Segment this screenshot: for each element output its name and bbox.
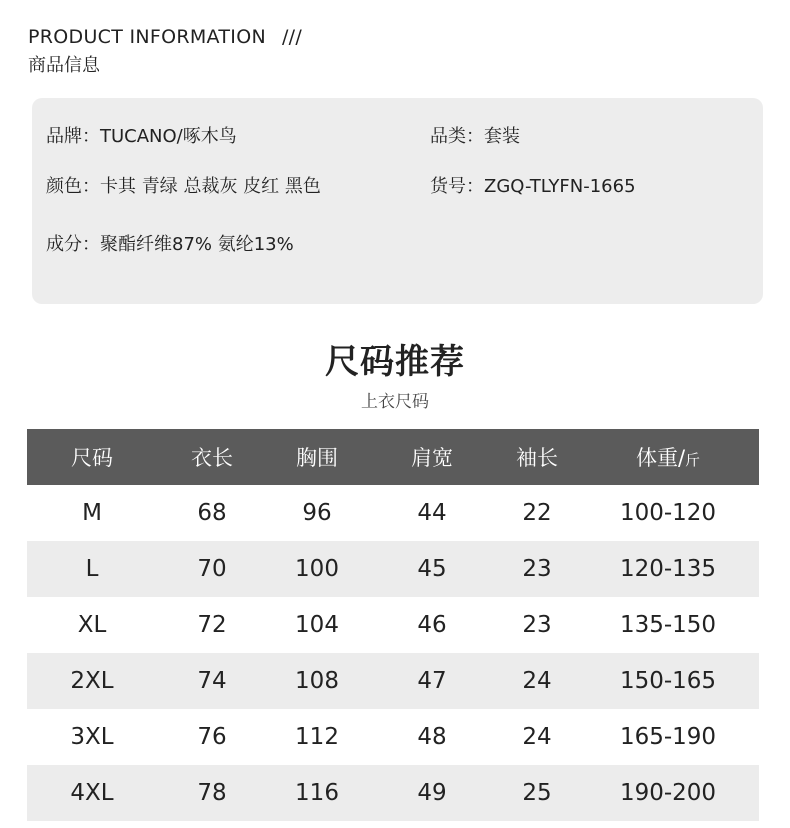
product-info-header xyxy=(28,26,302,77)
table-cell: 22 xyxy=(522,500,552,526)
table-cell: 112 xyxy=(295,724,339,750)
table-cell: 23 xyxy=(522,612,552,638)
table-cell: 25 xyxy=(497,765,577,821)
info-category-label: 品类： xyxy=(430,126,484,147)
table-cell: 49 xyxy=(367,765,497,821)
table-cell: 4XL xyxy=(27,765,157,821)
table-cell: 78 xyxy=(157,765,267,821)
table-cell: 96 xyxy=(302,500,332,526)
info-color-label: 颜色： xyxy=(46,176,100,197)
col-header-weight xyxy=(577,429,759,485)
table-row xyxy=(27,597,759,653)
table-cell: 45 xyxy=(367,541,497,597)
info-sku-label: 货号： xyxy=(430,176,484,197)
table-cell: 150-165 xyxy=(577,653,759,709)
info-sku xyxy=(430,172,636,198)
size-recommend-subtitle: 上衣尺码 xyxy=(361,392,429,412)
table-cell: 70 xyxy=(157,541,267,597)
table-cell: 44 xyxy=(417,500,447,526)
table-cell: M xyxy=(82,500,102,526)
table-cell: 108 xyxy=(267,653,367,709)
col-header-weight-text: 体重/ xyxy=(635,446,686,470)
info-category-value: 套装 xyxy=(484,126,520,147)
table-row xyxy=(27,653,759,709)
table-cell: 3XL xyxy=(70,724,114,750)
col-header-chest: 胸围 xyxy=(267,429,367,485)
size-chart-table xyxy=(27,429,759,821)
table-row xyxy=(27,709,759,765)
header-title-en xyxy=(28,26,302,48)
info-category xyxy=(430,122,520,148)
table-cell: 24 xyxy=(497,653,577,709)
table-cell: 190-200 xyxy=(577,765,759,821)
table-cell: 74 xyxy=(157,653,267,709)
header-title-cn: 商品信息 xyxy=(28,55,100,76)
table-cell: 2XL xyxy=(27,653,157,709)
table-row xyxy=(27,765,759,821)
product-info-card xyxy=(32,98,763,304)
table-cell: 100 xyxy=(267,541,367,597)
header-title-en-text: PRODUCT INFORMATION xyxy=(28,26,266,48)
table-cell: 24 xyxy=(522,724,552,750)
table-cell: 165-190 xyxy=(619,724,717,750)
col-header-length: 衣长 xyxy=(157,429,267,485)
table-cell: XL xyxy=(77,612,107,638)
table-row xyxy=(27,541,759,597)
table-cell: 135-150 xyxy=(619,612,717,638)
table-cell: 23 xyxy=(497,541,577,597)
size-table-header-row xyxy=(27,429,759,485)
col-header-size: 尺码 xyxy=(27,429,157,485)
info-color-value: 卡其 青绿 总裁灰 皮红 黑色 xyxy=(100,176,321,197)
table-cell: 76 xyxy=(197,724,227,750)
info-material xyxy=(46,230,294,256)
table-row xyxy=(27,485,759,541)
info-brand xyxy=(46,122,237,148)
header-slashes: /// xyxy=(281,26,303,48)
info-material-label: 成分： xyxy=(46,234,100,255)
table-cell: 47 xyxy=(367,653,497,709)
table-cell: 116 xyxy=(267,765,367,821)
info-brand-value: TUCANO/啄木鸟 xyxy=(100,126,237,147)
info-material-value: 聚酯纤维87% 氨纶13% xyxy=(100,234,294,255)
info-sku-value: ZGQ-TLYFN-1665 xyxy=(484,176,636,197)
info-color xyxy=(46,172,321,198)
table-cell: 68 xyxy=(197,500,227,526)
table-cell: 120-135 xyxy=(577,541,759,597)
col-header-weight-unit: 斤 xyxy=(685,451,701,469)
col-header-sleeve: 袖长 xyxy=(497,429,577,485)
size-recommend-title: 尺码推荐 xyxy=(325,342,465,382)
table-cell: L xyxy=(27,541,157,597)
col-header-shoulder: 肩宽 xyxy=(367,429,497,485)
table-cell: 100-120 xyxy=(619,500,717,526)
table-cell: 46 xyxy=(417,612,447,638)
table-cell: 72 xyxy=(197,612,227,638)
info-brand-label: 品牌： xyxy=(46,126,100,147)
table-cell: 104 xyxy=(295,612,339,638)
table-cell: 48 xyxy=(417,724,447,750)
